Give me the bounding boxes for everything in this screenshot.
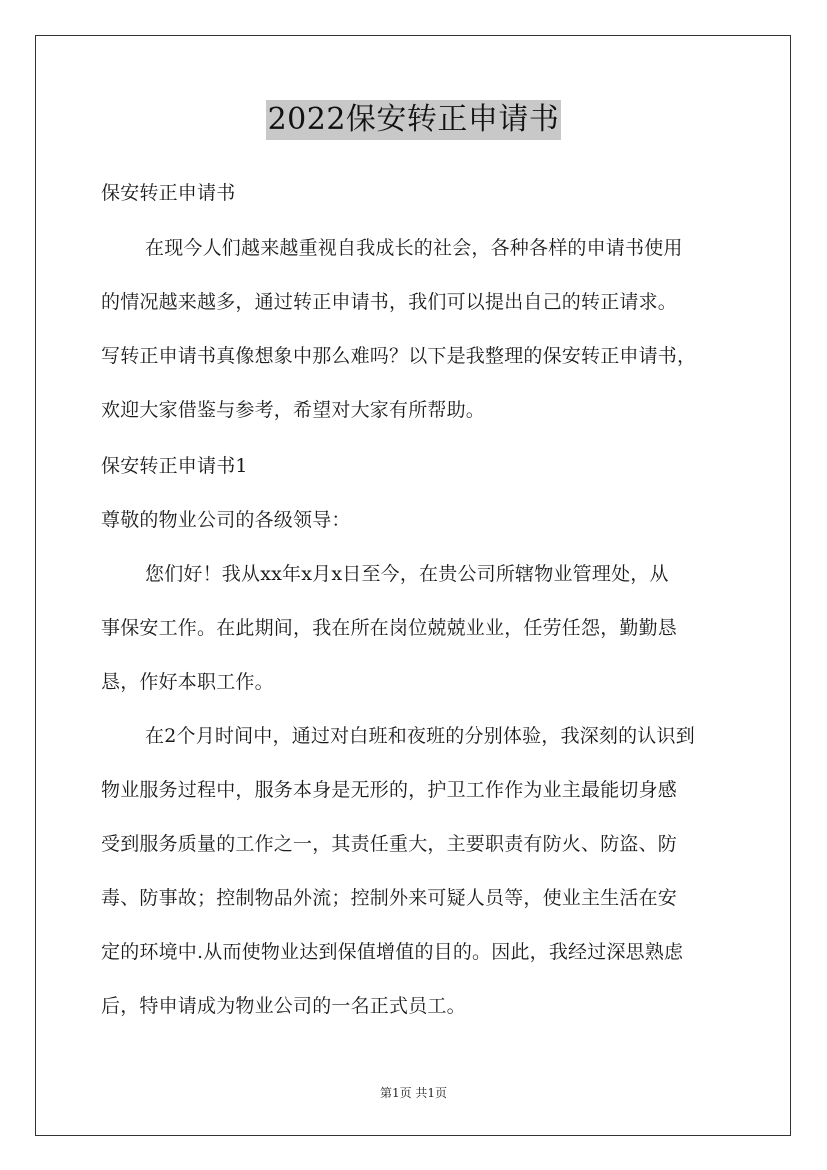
paragraph-line: 恳，作好本职工作。: [101, 671, 274, 693]
page-footer: 第1页 共1页: [379, 1086, 448, 1100]
paragraph-line: 定的环境中.从而使物业达到保值增值的目的。因此，我经过深思熟虑: [101, 941, 684, 963]
paragraph-line: 在现今人们越来越重视自我成长的社会，各种各样的申请书使用: [145, 237, 683, 259]
paragraph-line: 的情况越来越多，通过转正申请书，我们可以提出自己的转正请求。: [101, 291, 678, 313]
salutation: 尊敬的物业公司的各级领导：: [101, 509, 351, 531]
paragraph-line: 您们好！我从xx年x月x日至今，在贵公司所辖物业管理处，从: [145, 563, 669, 585]
document-title: 2022保安转正申请书: [266, 100, 562, 140]
paragraph-line: 在2个月时间中，通过对白班和夜班的分别体验，我深刻的认识到: [145, 725, 695, 747]
paragraph-line: 写转正申请书真像想象中那么难吗？以下是我整理的保安转正申请书，: [101, 345, 697, 367]
paragraph-line: 受到服务质量的工作之一，其责任重大，主要职责有防火、防盗、防: [101, 833, 678, 855]
title-container: [0, 100, 827, 140]
section-heading: 保安转正申请书1: [101, 455, 248, 477]
paragraph-line: 后，特申请成为物业公司的一名正式员工。: [101, 995, 466, 1017]
paragraph-line: 欢迎大家借鉴与参考，希望对大家有所帮助。: [101, 399, 486, 421]
paragraph-line: 事保安工作。在此期间，我在所在岗位兢兢业业，任劳任怨，勤勤恳: [101, 617, 678, 639]
section-heading: 保安转正申请书: [101, 182, 236, 204]
paragraph-line: 物业服务过程中，服务本身是无形的，护卫工作作为业主最能切身感: [101, 779, 678, 801]
paragraph-line: 毒、防事故；控制物品外流；控制外来可疑人员等，使业主生活在安: [101, 887, 678, 909]
